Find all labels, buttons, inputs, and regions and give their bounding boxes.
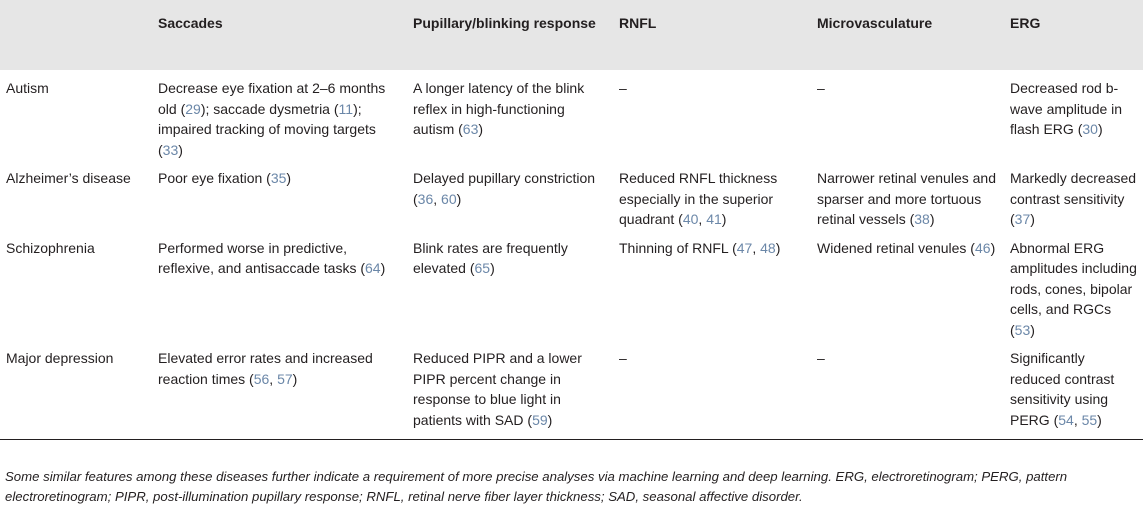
cell-saccades [152, 342, 407, 440]
cell-text: – [817, 80, 825, 96]
cell-microvasculature [811, 232, 1004, 343]
reference-link[interactable]: 41 [706, 211, 722, 227]
reference-link[interactable]: 30 [1082, 121, 1098, 137]
row-label-disease: Major depression [0, 342, 152, 440]
column-header-rnfl: RNFL [613, 0, 811, 70]
cell-erg [1004, 342, 1143, 440]
cell-text: Performed worse in predictive, reflexive, and antisaccade tasks ( [158, 239, 365, 276]
cell-text: ) [456, 190, 462, 207]
reference-link[interactable]: 65 [474, 260, 491, 276]
cell-pupillary-blinking [407, 162, 613, 232]
cell-text: Decreased rod b-wave amplitude in flash ERG ( [1010, 80, 1123, 137]
cell-text: ) [292, 370, 298, 387]
column-header-empty [0, 0, 152, 70]
reference-link[interactable]: 63 [462, 121, 479, 137]
cell-text: ) [721, 211, 727, 227]
column-header-erg: ERG [1004, 0, 1143, 70]
reference-link[interactable]: 35 [270, 170, 287, 186]
cell-text: Elevated error rates and increased reaction times ( [158, 350, 373, 387]
row-label-disease: Schizophrenia [6, 239, 95, 256]
cell-text: Poor eye fixation ( [158, 170, 271, 186]
cell-text: ); impaired tracking of moving targets ( [158, 100, 376, 158]
cell-microvasculature [811, 70, 1004, 162]
cell-text: ) [547, 411, 553, 428]
cell-pupillary-blinking [407, 232, 613, 343]
cell-microvasculature [811, 342, 1004, 440]
cell-pupillary-blinking [407, 342, 613, 440]
cell-text: Widened retinal venules ( [817, 239, 975, 256]
reference-link[interactable]: 46 [974, 239, 991, 256]
cell-microvasculature [811, 162, 1004, 232]
cell-text: ) [929, 211, 935, 227]
cell-text: Blink rates are frequently elevated ( [413, 239, 568, 276]
reference-link[interactable]: 40 [682, 211, 699, 227]
cell-text: Abnormal ERG amplitudes including rods, cones, bipolar cells, and RGCs ( [1010, 239, 1137, 338]
cell-text: – [817, 350, 825, 366]
cell-text: ) [478, 121, 484, 137]
table-header-row [0, 0, 1143, 70]
reference-link[interactable]: 56 [253, 370, 270, 387]
reference-link[interactable]: 64 [365, 260, 381, 276]
cell-text: ) [775, 239, 781, 256]
row-label-disease: Alzheimer’s disease [6, 170, 131, 186]
cell-text: Reduced RNFL thickness especially in the superior quadrant ( [619, 170, 778, 227]
cell-text: – [619, 350, 627, 366]
cell-erg [1004, 232, 1143, 343]
reference-link[interactable]: 29 [185, 100, 201, 117]
reference-link[interactable]: 60 [441, 190, 457, 207]
cell-text: , [698, 211, 707, 227]
cell-saccades [152, 70, 407, 162]
cell-text: Thinning of RNFL ( [619, 239, 737, 256]
cell-text: Delayed pupillary constriction ( [413, 170, 596, 207]
cell-text: – [619, 80, 627, 96]
cell-text: ) [1097, 121, 1103, 137]
reference-link[interactable]: 37 [1014, 211, 1031, 227]
cell-text: Narrower retinal venules and sparser and more tortuous retinal vessels ( [817, 170, 996, 227]
table-footnote: Some similar features among these diseases further indicate a requirement of more precise analyses via machine learning and deep learning. ERG, electroretinogram; PERG, pattern electroretinogram; PIPR, post-illumination pupillary response; RNFL, retinal nerve fiber layer thickness; SAD, seasonal affective disorder. [5, 469, 1068, 504]
reference-link[interactable]: 47 [736, 239, 753, 256]
reference-link[interactable]: 57 [277, 370, 293, 387]
cell-text: , [1073, 411, 1082, 428]
cell-saccades [152, 232, 407, 343]
cell-text: ) [1097, 411, 1102, 428]
column-header-saccades: Saccades [152, 0, 407, 70]
cell-rnfl [613, 342, 811, 440]
reference-link[interactable]: 11 [338, 100, 354, 117]
reference-link[interactable]: 33 [162, 141, 179, 158]
column-header-microvasculature: Microvasculature [811, 0, 1004, 70]
cell-text: ) [1030, 321, 1035, 338]
cell-text: ) [178, 141, 183, 158]
column-header-pupillary-blinking: Pupillary/blinking response [407, 0, 613, 70]
cell-text: Markedly decreased contrast sensitivity ( [1010, 170, 1137, 227]
reference-link[interactable]: 59 [532, 411, 548, 428]
cell-pupillary-blinking [407, 70, 613, 162]
cell-rnfl [613, 232, 811, 343]
cell-text: A longer latency of the blink reflex in high-functioning autism ( [413, 80, 585, 137]
cell-text: ) [286, 170, 292, 186]
cell-text: ) [380, 260, 386, 276]
reference-link[interactable]: 55 [1081, 411, 1098, 428]
cell-text: Decrease eye fixation at 2–6 months old ( [158, 80, 386, 117]
table-row [0, 342, 1143, 440]
cell-text: Significantly reduced contrast sensitivity using PERG ( [1010, 350, 1115, 428]
cell-text: ) [1030, 211, 1035, 227]
row-label-disease: Autism [6, 80, 49, 96]
cell-text: , [269, 370, 278, 387]
cell-text: Reduced PIPR and a lower PIPR percent change in response to blue light in patients with SAD ( [413, 350, 582, 428]
table-row [0, 162, 1143, 232]
table-row [0, 70, 1143, 162]
cell-rnfl [613, 162, 811, 232]
reference-link[interactable]: 54 [1058, 411, 1074, 428]
cell-text: , [752, 239, 761, 256]
reference-link[interactable]: 53 [1014, 321, 1031, 338]
cell-text: ) [490, 260, 495, 276]
reference-link[interactable]: 48 [760, 239, 776, 256]
cell-erg [1004, 70, 1143, 162]
cell-text: ) [990, 239, 996, 256]
cell-rnfl [613, 70, 811, 162]
table-row [0, 232, 1143, 343]
reference-link[interactable]: 36 [417, 190, 434, 207]
reference-link[interactable]: 38 [914, 211, 930, 227]
cell-erg [1004, 162, 1143, 232]
table-body [0, 70, 1143, 440]
cell-text: ); saccade dysmetria ( [200, 100, 339, 117]
cell-text: , [433, 190, 442, 207]
cell-saccades [152, 162, 407, 232]
